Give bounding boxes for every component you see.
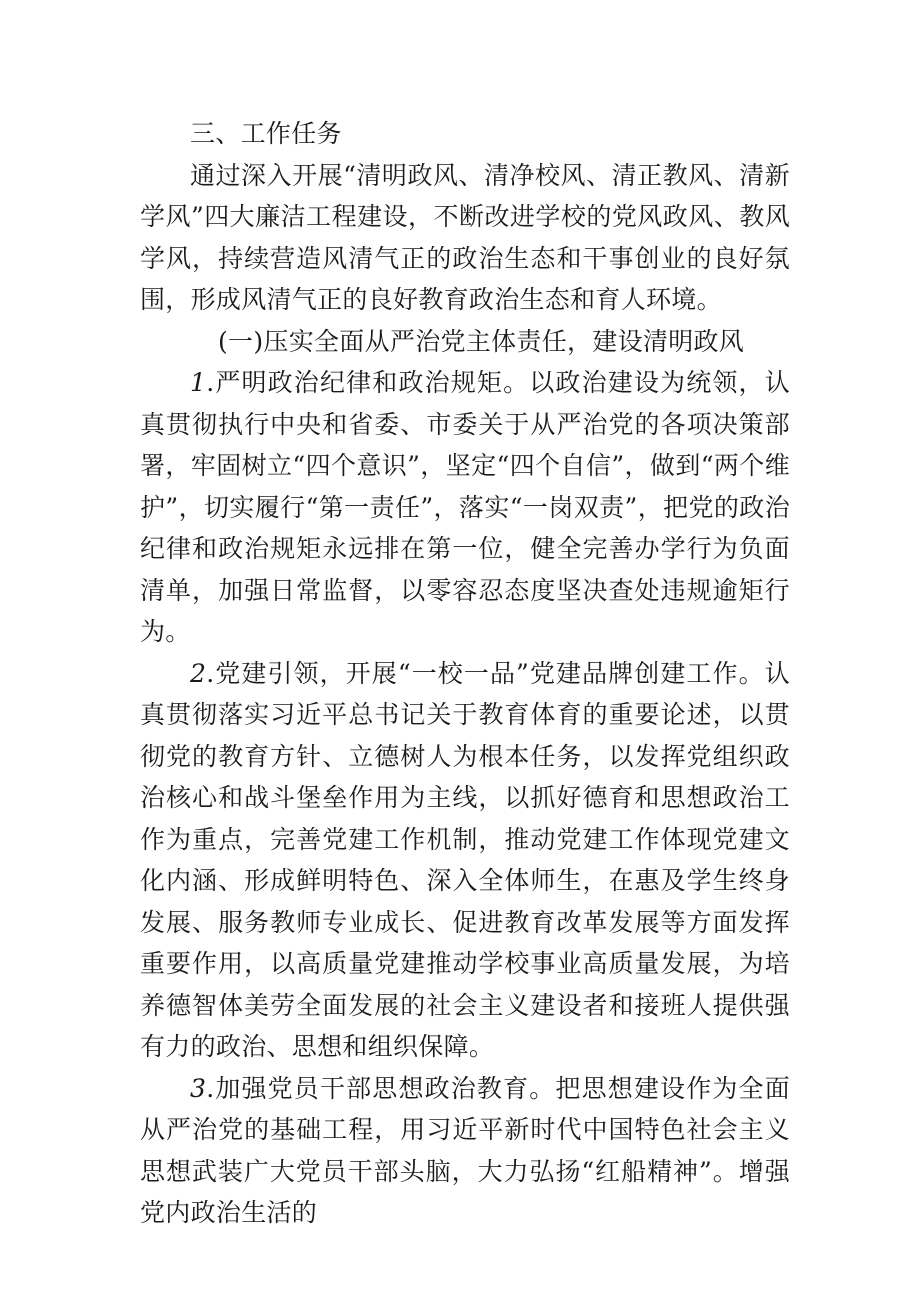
task-item-text: .严明政治纪律和政治规矩。以政治建设为统领，认真贯彻执行中央和省委、市委关于从严治党的各项决策部署，牢固树立“四个意识”，坚定“四个自信”，做到“两个维护”，切实履行“第一责任”，落实“一岗双责”，把党的政治纪律和政治规矩永远排在第一位，健全完善办学行为负面清单，加强日常监督，以零容忍态度坚决查处违规逾矩行为。 — [140, 368, 790, 646]
section-heading: 三、工作任务 — [190, 119, 342, 148]
task-item-text: .加强党员干部思想政治教育。把思想建设作为全面从严治党的基础工程，用习近平新时代中国特色社会主义思想武装广大党员干部头脑，大力弘扬“红船精神”。增强党内政治生活的 — [140, 1073, 790, 1227]
task-item-3 — [140, 1068, 790, 1234]
task-item-number: 3 — [190, 1073, 207, 1103]
task-item-number: 1 — [190, 368, 207, 397]
subsection-heading: (一)压实全面从严治党主体责任，建设清明政风 — [218, 326, 745, 356]
task-item-number: 2 — [190, 658, 207, 688]
task-item-1 — [140, 362, 790, 653]
task-item-2 — [140, 653, 790, 1068]
document-body — [140, 113, 790, 1234]
task-item-text: .党建引领，开展“一校一品”党建品牌创建工作。认真贯彻落实习近平总书记关于教育体育的重要论述，以贯彻党的教育方针、立德树人为根本任务，以发挥党组织政治核心和战斗堡垒作用为主线，以抓好德育和思想政治工作为重点，完善党建工作机制，推动党建工作体现党建文化内涵、形成鲜明特色、深入全体师生，在惠及学生终身发展、服务教师专业成长、促进教育改革发展等方面发挥重要作用，以高质量党建推动学校事业高质量发展，为培养德智体美劳全面发展的社会主义建设者和接班人提供强有力的政治、思想和组织保障。 — [140, 658, 790, 1061]
intro-paragraph: 通过深入开展“清明政风、清净校风、清正教风、清新学风”四大廉洁工程建设，不断改进学校的党风政风、教风学风，持续营造风清气正的政治生态和干事创业的良好氛围，形成风清气正的良好教育政治生态和育人环境。 — [140, 160, 790, 314]
